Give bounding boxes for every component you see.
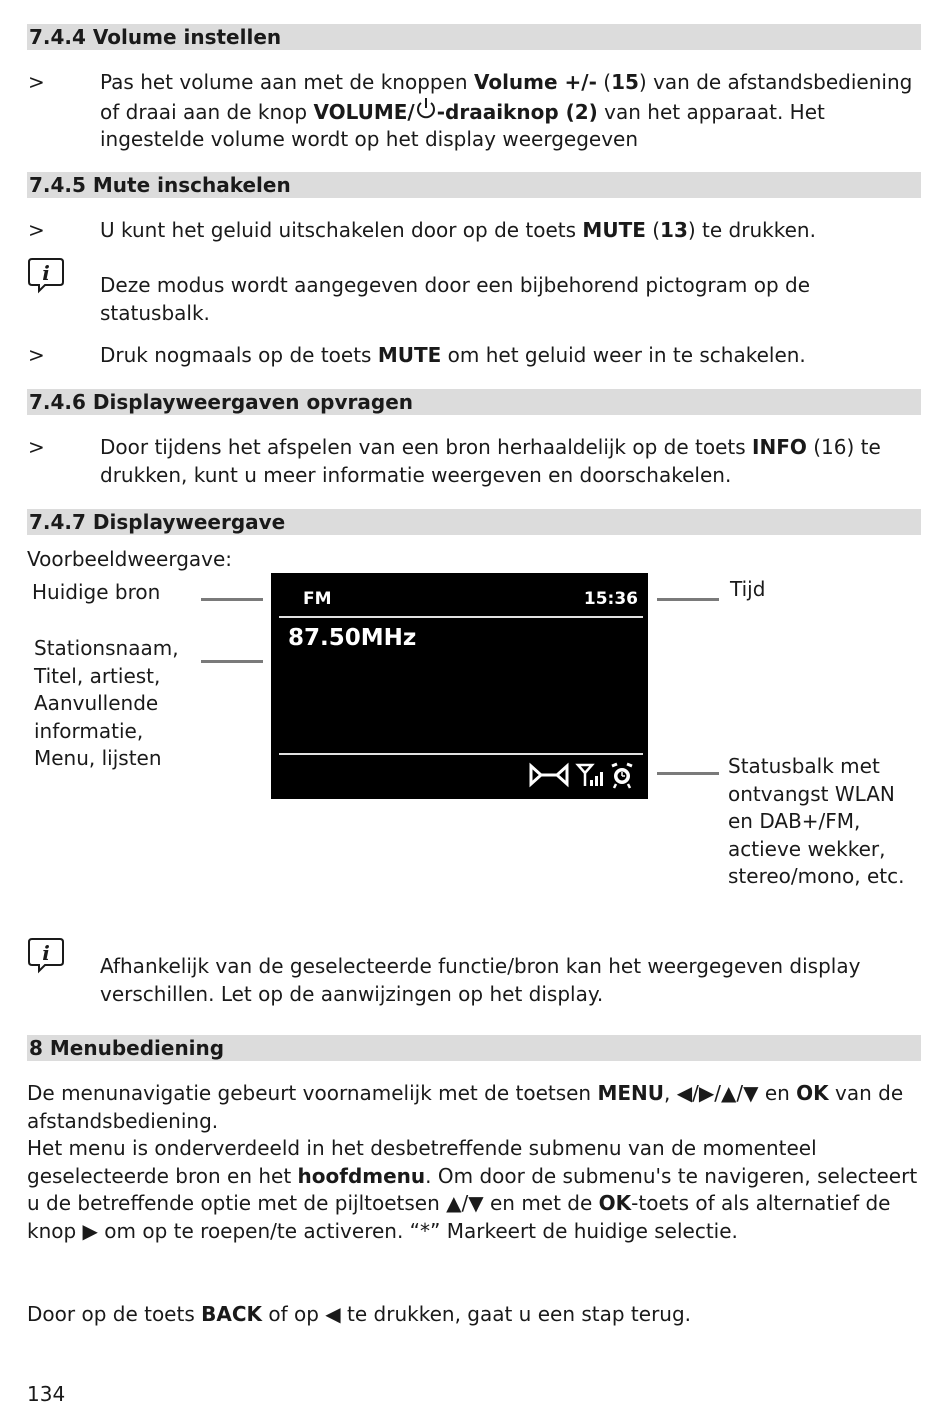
pointer-line [657, 598, 719, 601]
example-intro: Voorbeeldweergave: [27, 547, 233, 571]
paragraph-volume [100, 69, 920, 154]
text: De menunavigatie gebeurt voornamelijk met de toetsen [27, 1081, 598, 1105]
bold-text: MUTE [377, 343, 442, 367]
bullet-marker: > [28, 218, 45, 242]
label-line: ontvangst WLAN [728, 781, 895, 806]
bold-text: VOLUME/ [313, 99, 415, 124]
label-line: Aanvullende [34, 691, 159, 715]
text: om het geluid weer in te schakelen. [441, 343, 806, 367]
paragraph-menu-nav [27, 1080, 921, 1135]
bold-text: MUTE [582, 218, 646, 242]
text: ( [645, 218, 661, 242]
bold-text: MENU [597, 1081, 665, 1105]
radio-display [271, 573, 648, 799]
text: ) te drukken. [687, 218, 816, 242]
label-line: Statusbalk met [728, 754, 880, 778]
pointer-line [201, 660, 263, 663]
text: van het apparaat. Het ingestelde volume wordt op het display weergegeven [100, 99, 825, 151]
paragraph-info [100, 434, 920, 489]
info-text-display: Afhankelijk van de geselecteerde functie/bron kan het weergegeven display verschillen. Let op de aanwijzingen op het display. [100, 954, 861, 1006]
text: (16) te drukken, kunt u meer informatie weergeven en doorschakelen. [100, 435, 881, 487]
signal-icon [578, 765, 603, 786]
bullet-marker: > [28, 70, 45, 94]
display-source: FM [303, 589, 332, 609]
label-station-info [34, 635, 179, 773]
label-current-source: Huidige bron [32, 580, 161, 604]
label-line: actieve wekker, [728, 836, 886, 861]
text: Door op de toets [27, 1302, 202, 1326]
text: . Om door de submenu's te navigeren, selecteert u de betreffende optie met de pijltoetsen ▲/▼ en met de [27, 1163, 918, 1215]
label-line: informatie, [34, 718, 144, 743]
paragraph-mute-off [100, 342, 920, 370]
label-line: Titel, artiest, [34, 663, 161, 688]
info-text-mute: Deze modus wordt aangegeven door een bijbehorend pictogram op de statusbalk. [100, 273, 811, 325]
label-line: Stationsnaam, [34, 636, 179, 660]
svg-text:i: i [42, 941, 50, 965]
bullet-marker: > [28, 343, 45, 367]
text: van de afstandsbediening. [27, 1081, 904, 1133]
paragraph-back [27, 1301, 921, 1329]
status-bar-icons [528, 761, 638, 789]
stereo-icon [531, 766, 567, 784]
bold-text: hoofdmenu [297, 1163, 426, 1188]
paragraph-mute-on [100, 217, 920, 245]
heading-7-4-4: 7.4.4 Volume instellen [27, 24, 921, 50]
text: Door tijdens het afspelen van een bron herhaaldelijk op de toets [100, 435, 753, 459]
bold-text: Volume +/- [473, 70, 597, 94]
text: of op ◀ te drukken, gaat u een stap terug. [262, 1302, 692, 1326]
label-time: Tijd [730, 577, 766, 601]
text: ) van de afstandsbediening of draai aan de knop [100, 70, 913, 124]
pointer-line [201, 598, 263, 601]
bold-text: OK [796, 1081, 829, 1105]
page-number: 134 [27, 1382, 66, 1406]
power-icon [415, 97, 437, 121]
display-divider [279, 753, 643, 755]
text: Druk nogmaals op de toets [100, 343, 378, 367]
display-frequency: 87.50MHz [288, 625, 417, 651]
bold-text: 13 [660, 218, 688, 242]
display-divider [279, 616, 643, 618]
svg-text:i: i [42, 261, 50, 285]
text: , ◀/▶/▲/▼ en [664, 1081, 797, 1105]
label-status-bar [728, 753, 904, 891]
pointer-line [657, 772, 719, 775]
bold-text: 15 [611, 70, 639, 94]
heading-8: 8 Menubediening [27, 1035, 921, 1061]
text: -toets of als alternatief de knop ▶ om op te roepen/te activeren. “*” Markeert de huidige selectie. [27, 1191, 891, 1243]
bold-text: -draaiknop (2) [436, 99, 598, 124]
label-line: Menu, lijsten [34, 746, 162, 770]
bold-text: OK [598, 1191, 632, 1215]
paragraph-submenu [27, 1135, 921, 1245]
text: Het menu is onderverdeeld in het desbetreffende submenu van de momenteel geselecteerde bron en het [27, 1136, 817, 1188]
bold-text: BACK [201, 1302, 263, 1326]
text: ( [596, 70, 612, 94]
heading-7-4-6: 7.4.6 Displayweergaven opvragen [27, 389, 921, 415]
text: U kunt het geluid uitschakelen door op de toets [100, 218, 583, 242]
heading-7-4-7: 7.4.7 Displayweergave [27, 509, 921, 535]
bullet-marker: > [28, 435, 45, 459]
info-icon [27, 256, 65, 294]
label-line: stereo/mono, etc. [728, 864, 905, 888]
label-line: en DAB+/FM, [728, 809, 861, 833]
alarm-icon [612, 764, 632, 788]
heading-7-4-5: 7.4.5 Mute inschakelen [27, 172, 921, 198]
display-time: 15:36 [583, 589, 638, 609]
text: Pas het volume aan met de knoppen [100, 70, 474, 94]
bold-text: INFO [752, 435, 807, 459]
info-icon [27, 936, 65, 974]
